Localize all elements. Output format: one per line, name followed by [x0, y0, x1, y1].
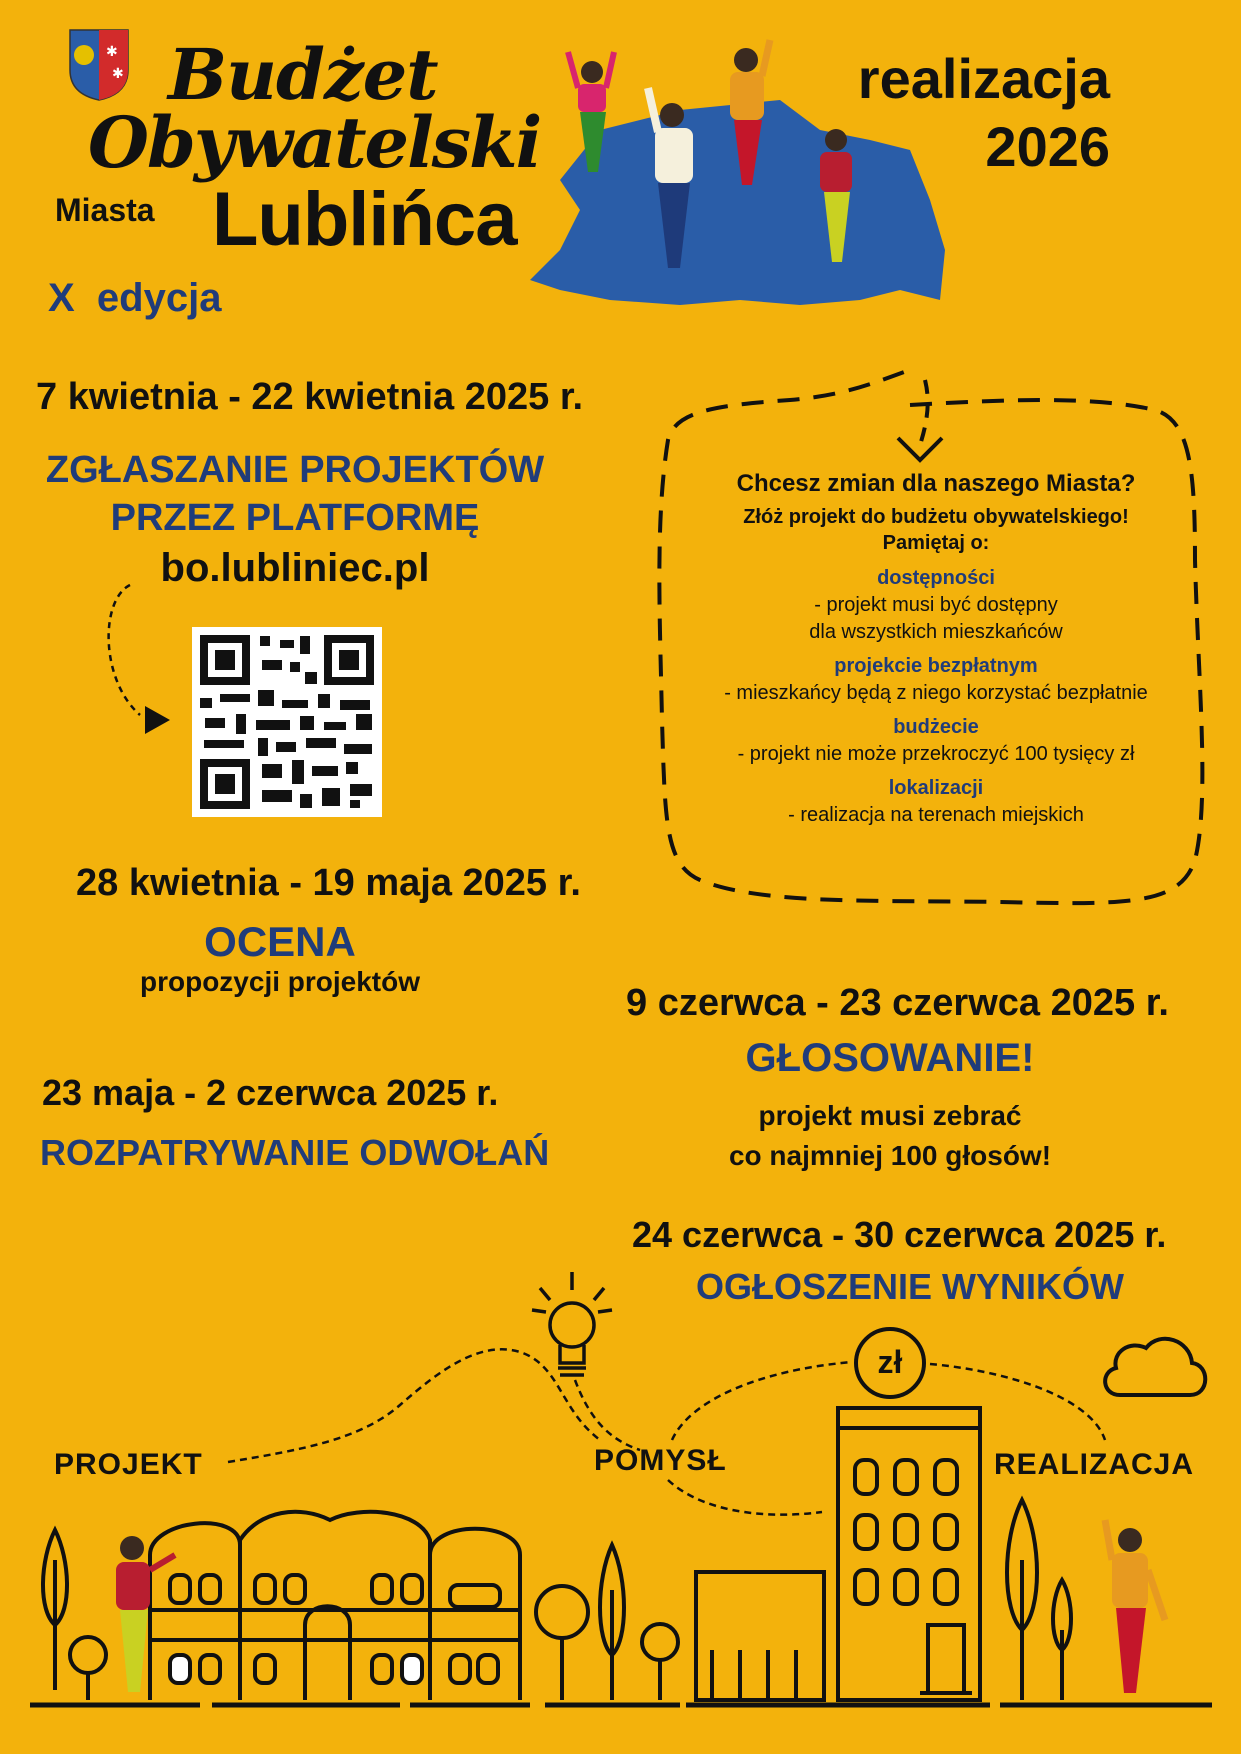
evaluation-dates: 28 kwietnia - 19 maja 2025 r. — [76, 862, 581, 904]
voting-note-line1: projekt musi zebrać — [758, 1100, 1022, 1131]
info-item-desc — [668, 592, 1204, 646]
submission-title-line1: ZGŁASZANIE PROJEKTÓW — [45, 449, 545, 491]
appeals-title: ROZPATRYWANIE ODWOŁAŃ — [40, 1132, 550, 1173]
crest-icon — [70, 30, 128, 100]
voting-title: GŁOSOWANIE! — [745, 1036, 1035, 1080]
svg-text:✱: ✱ — [112, 66, 124, 82]
info-item-heading: projekcie bezpłatnym — [834, 655, 1038, 677]
info-item-desc: - realizacja na terenach miejskich — [788, 804, 1084, 826]
label-realizacja: REALIZACJA — [994, 1448, 1195, 1481]
edition-word: edycja — [96, 276, 222, 320]
submission-dates: 7 kwietnia - 22 kwietnia 2025 r. — [36, 376, 584, 418]
info-item-heading: budżecie — [893, 716, 979, 738]
info-box — [668, 470, 1204, 833]
info-intro — [668, 504, 1204, 556]
cloud-icon — [1105, 1339, 1205, 1395]
svg-text:✱: ✱ — [106, 44, 118, 60]
coin-symbol: zł — [877, 1344, 903, 1380]
label-projekt: PROJEKT — [54, 1448, 203, 1481]
title-city: Lublińca — [212, 177, 517, 262]
realizacja-label: realizacja — [857, 47, 1110, 110]
info-intro-line2: Pamiętaj o: — [882, 532, 990, 554]
voting-dates: 9 czerwca - 23 czerwca 2025 r. — [626, 982, 1169, 1024]
info-item-desc: - mieszkańcy będą z niego korzystać bezpłatnie — [724, 682, 1148, 704]
submission-url[interactable]: bo.lubliniec.pl — [160, 546, 430, 590]
results-title: OGŁOSZENIE WYNIKÓW — [696, 1266, 1124, 1307]
title-obywatelski: Obywatelski — [88, 101, 541, 184]
info-intro-line1: Złóż projekt do budżetu obywatelskiego! — [743, 506, 1129, 528]
voting-note-line2: co najmniej 100 głosów! — [728, 1140, 1052, 1171]
info-item-desc-line2: dla wszystkich mieszkańców — [809, 621, 1063, 643]
voting-note — [680, 1096, 1100, 1176]
info-item-heading: dostępności — [877, 567, 995, 589]
evaluation-title: OCENA — [204, 918, 356, 965]
title-budzet: Budżet — [168, 33, 438, 116]
info-question: Chcesz zmian dla naszego Miasta? — [736, 470, 1136, 497]
results-dates: 24 czerwca - 30 czerwca 2025 r. — [632, 1214, 1167, 1255]
info-item-heading: lokalizacji — [888, 777, 984, 799]
evaluation-subtitle: propozycji projektów — [139, 966, 421, 997]
info-item-desc-line1: - projekt musi być dostępny — [814, 594, 1058, 616]
submission-title-line2: PRZEZ PLATFORMĘ — [110, 497, 480, 539]
label-pomysl: POMYSŁ — [594, 1444, 727, 1477]
lightbulb-icon — [532, 1272, 612, 1375]
realizacja-year: 2026 — [985, 115, 1110, 178]
edition-number: X — [48, 276, 75, 320]
appeals-dates: 23 maja - 2 czerwca 2025 r. — [42, 1072, 499, 1113]
qr-code-icon — [192, 627, 382, 817]
edition-label — [48, 276, 221, 321]
realizacja-year-block — [820, 45, 1110, 181]
title-miasta: Miasta — [55, 192, 155, 228]
info-item-desc: - projekt nie może przekroczyć 100 tysięcy zł — [737, 743, 1135, 765]
submission-title — [30, 446, 560, 542]
